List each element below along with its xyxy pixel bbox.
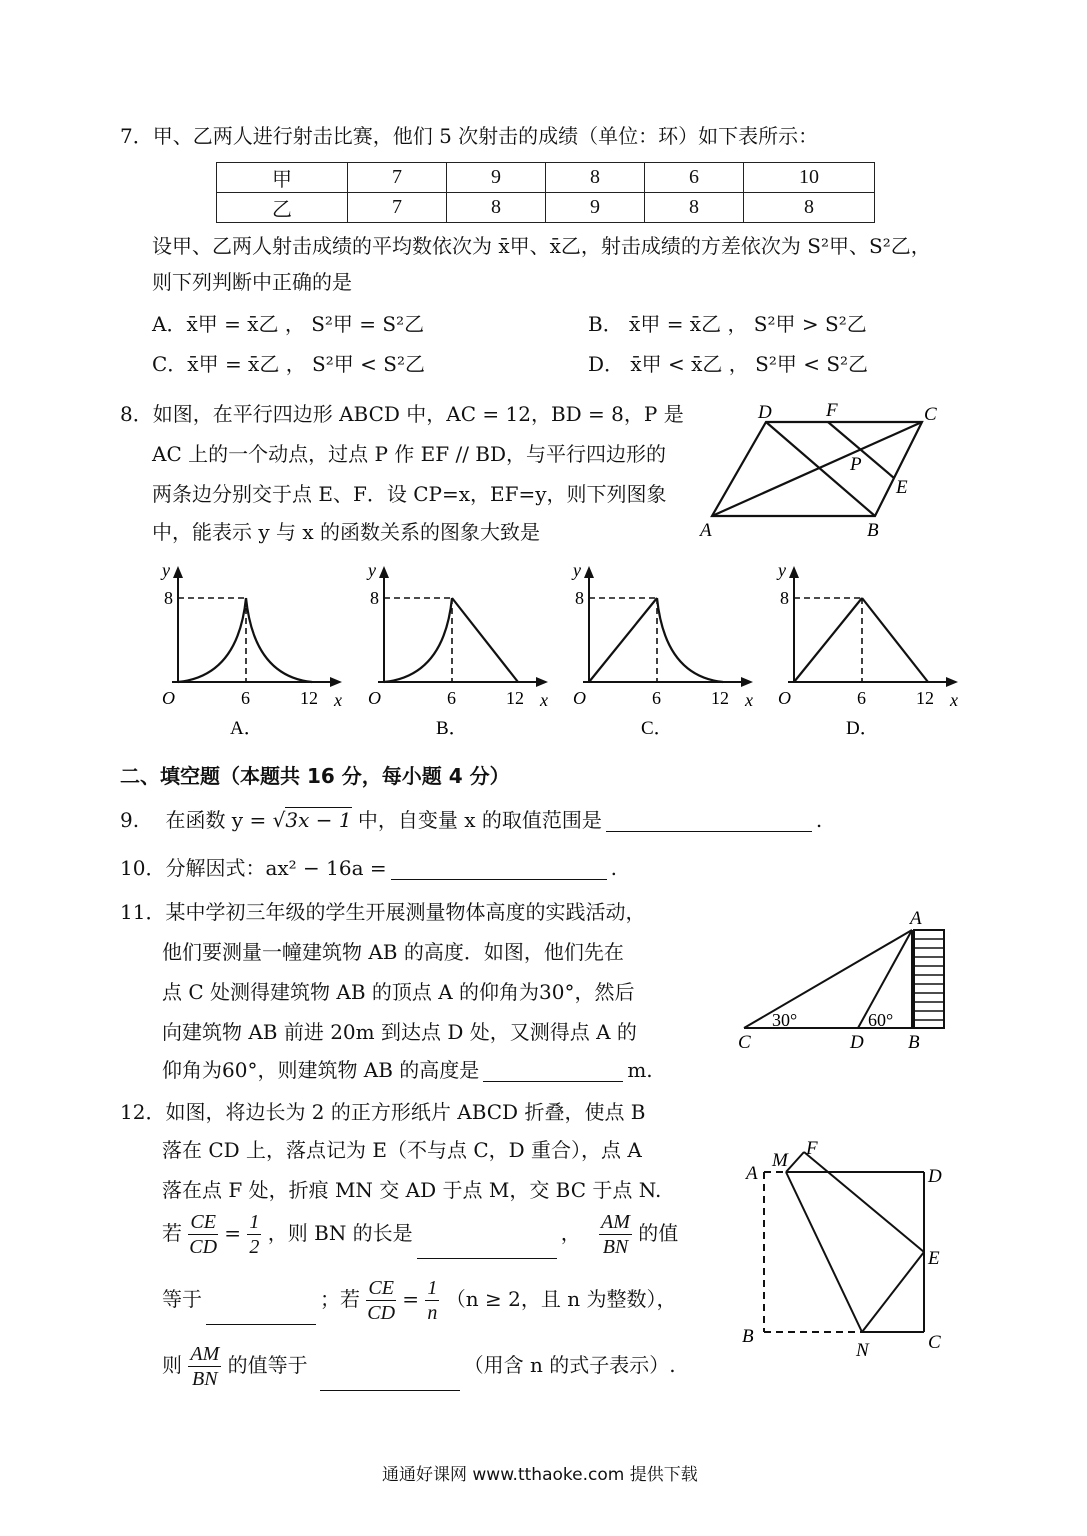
score-cell: 9 (546, 193, 645, 223)
parallelogram-figure (690, 398, 950, 544)
q7-line3: 则下列判断中正确的是 (152, 270, 352, 294)
q9-text-after: 中，自变量 x 的取值范围是 (357, 808, 602, 832)
score-cell: 8 (546, 163, 645, 193)
q11-line3: 点 C 处测得建筑物 AB 的顶点 A 的仰角为30°，然后 (162, 980, 635, 1004)
q8-line1: 8．如图，在平行四边形 ABCD 中，AC = 12，BD = 8，P 是 (120, 402, 684, 426)
x-tick-6: 6 (241, 688, 250, 708)
q12-line6: 则 $\frac{AM}{BN}$ 的值等于 （用含 n 的式子表示）. (162, 1343, 676, 1390)
angle-60: 60° (868, 1010, 894, 1030)
q11-unit: m. (627, 1058, 653, 1082)
label-e: E (896, 477, 908, 498)
label-e: E (928, 1248, 940, 1269)
fraction-ce-cd: $\frac{CE}{CD}$ (367, 1277, 396, 1324)
table-row (217, 193, 875, 223)
x-tick-12: 12 (711, 688, 729, 708)
row-name: 乙 (217, 193, 348, 223)
row-name: 甲 (217, 163, 348, 193)
table-row (217, 163, 875, 193)
curve-right (246, 598, 312, 682)
q8-line3: 两条边分别交于点 E、F．设 CP=x，EF=y，则下列图象 (152, 482, 667, 506)
q9-radicand: 3x − 1 (285, 808, 352, 832)
q9 (120, 808, 822, 832)
q8-line2: AC 上的一个动点，过点 P 作 EF // BD，与平行四边形的 (152, 442, 667, 466)
label-b: B (867, 520, 879, 541)
y-label: y (368, 560, 376, 580)
y-label: y (778, 560, 786, 580)
q9-num: 9. (120, 808, 140, 832)
q9-end: . (815, 808, 823, 832)
q12-then: ，则 BN 的长是 (267, 1221, 413, 1245)
label-p: P (850, 454, 862, 475)
option-letter: C． (641, 718, 673, 739)
y-tick-8: 8 (575, 588, 584, 608)
origin-label: O (368, 688, 381, 708)
q7-option-a: A．x̄甲 = x̄乙 ， S²甲 = S²乙 (152, 312, 425, 336)
x-arrow-icon (946, 677, 958, 687)
q12-line2: 落在 CD 上，落点记为 E（不与点 C，D 重合），点 A (162, 1138, 642, 1162)
origin-label: O (573, 688, 586, 708)
y-tick-8: 8 (370, 588, 379, 608)
answer-blank[interactable] (606, 811, 812, 832)
score-cell: 8 (744, 193, 875, 223)
label-m: M (772, 1150, 788, 1171)
label-f: F (806, 1138, 818, 1159)
score-cell: 8 (447, 193, 546, 223)
q8-line4: 中，能表示 y 与 x 的函数关系的图象大致是 (152, 520, 541, 544)
fraction-am-bn: $\frac{AM}{BN}$ (601, 1211, 630, 1258)
label-b: B (742, 1326, 754, 1347)
curve-left (384, 598, 452, 682)
y-tick-8: 8 (164, 588, 173, 608)
fold-square-figure (738, 1136, 958, 1366)
y-label: y (573, 560, 581, 580)
label-n: N (856, 1340, 869, 1361)
score-cell: 7 (348, 193, 447, 223)
y-tick-8: 8 (780, 588, 789, 608)
y-arrow-icon (173, 566, 183, 578)
line-right (452, 598, 518, 682)
label-d: D (928, 1166, 942, 1187)
x-arrow-icon (741, 677, 753, 687)
option-letter: B． (436, 718, 468, 739)
y-arrow-icon (584, 566, 594, 578)
x-label: x (540, 690, 548, 710)
y-label: y (162, 560, 170, 580)
option-letter: D． (846, 718, 879, 739)
label-c: C (924, 404, 937, 425)
q11-line1: 11．某中学初三年级的学生开展测量物体高度的实践活动， (120, 900, 646, 924)
fraction-ce-cd: $\frac{CE}{CD}$ (189, 1211, 218, 1258)
x-arrow-icon (536, 677, 548, 687)
curve-left (178, 598, 246, 682)
graph-option-a (142, 560, 347, 740)
line-left (794, 598, 862, 682)
x-tick-12: 12 (916, 688, 934, 708)
graph-option-c (553, 560, 758, 740)
q11-line5 (162, 1058, 653, 1082)
q11-line4: 向建筑物 AB 前进 20m 到达点 D 处，又测得点 A 的 (162, 1020, 637, 1044)
x-label: x (334, 690, 342, 710)
y-arrow-icon (789, 566, 799, 578)
label-d: D (758, 402, 772, 423)
x-tick-12: 12 (506, 688, 524, 708)
sqrt-icon: √ (272, 808, 286, 832)
fraction-1-n: $\frac{1}{n}$ (427, 1277, 438, 1324)
q12-line4: 若 $\frac{CE}{CD}$ = $\frac{1}{2}$ ，则 BN 的长是 ， $\frac{AM}{BN}$ 的值 (162, 1211, 679, 1258)
label-b: B (908, 1032, 920, 1053)
label-f: F (826, 400, 838, 421)
graph-option-b (348, 560, 553, 740)
label-a: A (746, 1163, 758, 1184)
score-table (216, 162, 875, 223)
x-tick-6: 6 (652, 688, 661, 708)
angle-30: 30° (772, 1010, 798, 1030)
answer-blank[interactable] (417, 1238, 557, 1259)
q7-line2: 设甲、乙两人射击成绩的平均数依次为 x̄甲、x̄乙，射击成绩的方差依次为 S²甲、S²乙， (152, 234, 931, 258)
q10-end: . (610, 856, 617, 880)
label-c: C (738, 1032, 751, 1053)
score-cell: 6 (645, 163, 744, 193)
origin-label: O (162, 688, 175, 708)
q7-option-c: C．x̄甲 = x̄乙 ， S²甲 < S²乙 (152, 352, 425, 376)
q10 (120, 856, 617, 880)
q7-option-d: D． x̄甲 < x̄乙 ， S²甲 < S²乙 (588, 352, 869, 376)
fraction-1-2: $\frac{1}{2}$ (249, 1211, 260, 1258)
q10-text: 10．分解因式：ax² − 16a = (120, 856, 387, 880)
q9-text-before: 在函数 y = (165, 808, 267, 832)
q11-line2: 他们要测量一幢建筑物 AB 的高度．如图，他们先在 (162, 940, 624, 964)
label-d: D (850, 1032, 864, 1053)
y-arrow-icon (379, 566, 389, 578)
q7-stem: 7．甲、乙两人进行射击比赛，他们 5 次射击的成绩（单位：环）如下表所示： (120, 124, 819, 148)
score-cell: 7 (348, 163, 447, 193)
label-a: A (910, 908, 922, 929)
graph-option-d (758, 560, 963, 740)
q12-line5: 等于 ；若 $\frac{CE}{CD}$ = $\frac{1}{n}$ （n ≥ 2，且 n 为整数）， (162, 1277, 677, 1324)
score-cell: 9 (447, 163, 546, 193)
answer-blank[interactable] (391, 859, 607, 880)
answer-blank[interactable] (483, 1061, 623, 1082)
curve-right (657, 598, 723, 682)
x-tick-12: 12 (300, 688, 318, 708)
score-cell: 8 (645, 193, 744, 223)
x-tick-6: 6 (447, 688, 456, 708)
line-right (862, 598, 928, 682)
q7-option-b: B． x̄甲 = x̄乙 ， S²甲 > S²乙 (588, 312, 867, 336)
x-label: x (950, 690, 958, 710)
x-arrow-icon (330, 677, 342, 687)
footer-text: 通通好课网 www.tthaoke.com 提供下载 (382, 1465, 698, 1485)
x-label: x (745, 690, 753, 710)
fraction-am-bn: $\frac{AM}{BN}$ (190, 1343, 220, 1390)
q11-line5-text: 仰角为60°，则建筑物 AB 的高度是 (162, 1058, 480, 1082)
answer-blank[interactable] (320, 1370, 460, 1391)
origin-label: O (778, 688, 791, 708)
label-c: C (928, 1332, 941, 1353)
q12-line1: 12．如图，将边长为 2 的正方形纸片 ABCD 折叠，使点 B (120, 1100, 646, 1124)
q12-if: 若 (162, 1221, 182, 1245)
option-letter: A． (230, 718, 263, 739)
building-figure (732, 906, 952, 1056)
x-tick-6: 6 (857, 688, 866, 708)
section-title: 二、填空题（本题共 16 分，每小题 4 分） (120, 764, 510, 788)
answer-blank[interactable] (206, 1304, 316, 1325)
line-left (589, 598, 657, 682)
q12-line3: 落在点 F 处，折痕 MN 交 AD 于点 M，交 BC 于点 N. (162, 1178, 662, 1202)
score-cell: 10 (744, 163, 875, 193)
label-a: A (700, 520, 712, 541)
